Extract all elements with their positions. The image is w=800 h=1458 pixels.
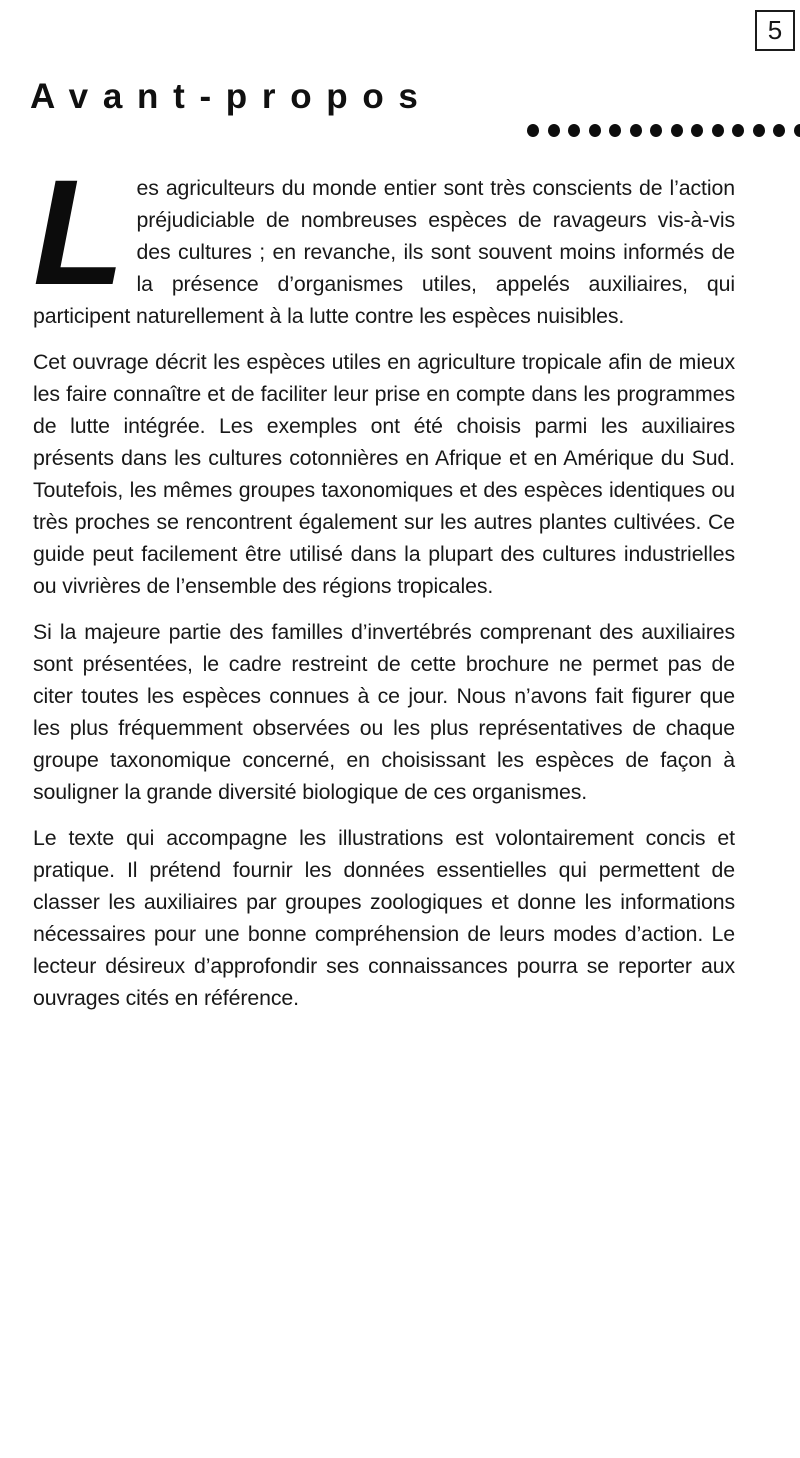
ornament-dots xyxy=(527,124,800,137)
dot xyxy=(630,124,642,137)
dot xyxy=(589,124,601,137)
paragraph-text: Si la majeure partie des familles d’invertébrés comprenant des auxiliaires sont présentées, le cadre restreint de cette brochure ne permet pas de citer toutes les espèces connues à ce jour. Nous n’avons fait figurer que les plus fréquemment observées ou les plus représentatives de chaque groupe taxonomique concerné, en choisissant les espèces de façon à souligner la grande diversité biologique de ces organismes. xyxy=(33,620,735,804)
dot xyxy=(753,124,765,137)
dot xyxy=(794,124,800,137)
paragraph-text: es agriculteurs du monde entier sont très conscients de l’action préjudiciable de nombreuses espèces de ravageurs vis-à-vis des cultures ; en revanche, ils sont souvent moins informés de la présence d’organismes utiles, appelés auxiliaires, qui participent naturellement à la lutte contre les espèces nuisibles. xyxy=(33,176,735,328)
paragraph-text: Le texte qui accompagne les illustrations est volontairement concis et pratique. Il prétend fournir les données essentielles qui permettent de classer les auxiliaires par groupes zoologiques et donne les informations nécessaires pour une bonne compréhension de leurs modes d’action. Le lecteur désireux d’approfondir ses connaissances pourra se reporter aux ouvrages cités en référence. xyxy=(33,826,735,1010)
body-text xyxy=(33,148,735,1028)
page-number-box xyxy=(755,10,795,51)
paragraph-text: Cet ouvrage décrit les espèces utiles en agriculture tropicale afin de mieux les faire connaître et de faciliter leur prise en compte dans les programmes de lutte intégrée. Les exemples ont été choisis parmi les auxiliaires présents dans les cultures cotonnières en Afrique et en Amérique du Sud. Toutefois, les mêmes groupes taxonomiques et des espèces identiques ou très proches se rencontrent également sur les autres plantes cultivées. Ce guide peut facilement être utilisé dans la plupart des cultures industrielles ou vivrières de l’ensemble des régions tropicales. xyxy=(33,350,735,598)
dot xyxy=(650,124,662,137)
dot xyxy=(671,124,683,137)
dot xyxy=(548,124,560,137)
page-title: Avant-propos xyxy=(30,77,433,117)
paragraph xyxy=(33,616,735,808)
dropcap-letter: L xyxy=(33,148,125,316)
dot xyxy=(773,124,785,137)
paragraph xyxy=(33,346,735,602)
dot xyxy=(568,124,580,137)
dot xyxy=(527,124,539,137)
dot xyxy=(691,124,703,137)
paragraph xyxy=(33,148,735,332)
page-number: 5 xyxy=(767,15,783,45)
dot xyxy=(732,124,744,137)
dot xyxy=(609,124,621,137)
dot xyxy=(712,124,724,137)
paragraph xyxy=(33,822,735,1014)
